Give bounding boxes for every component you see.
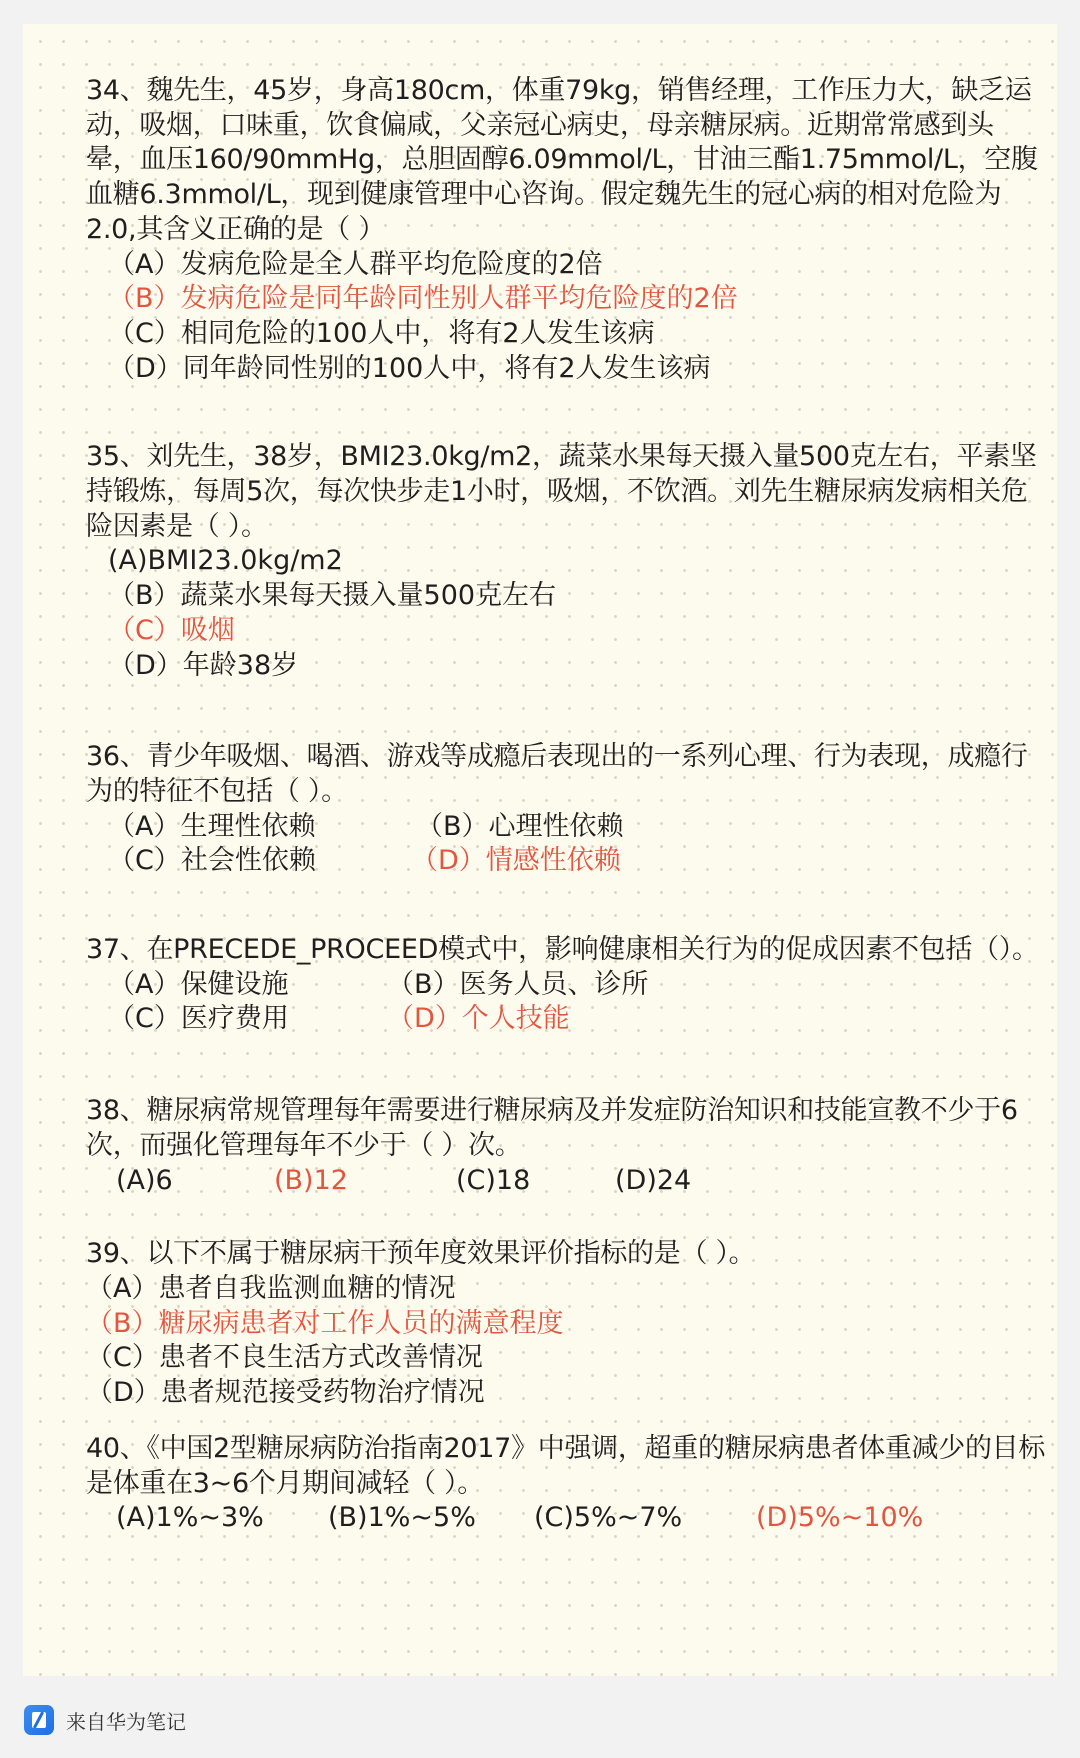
option-d-answer: （D）个人技能 xyxy=(387,1003,570,1035)
option-a: (A)1%~3% xyxy=(116,1502,264,1534)
option-d: （D）年龄38岁 xyxy=(108,649,299,681)
option-b-answer: (B)12 xyxy=(274,1164,348,1196)
option-a: (A)6 xyxy=(116,1164,173,1196)
option-d: （D）患者规范接受药物治疗情况 xyxy=(86,1377,485,1409)
source-footer xyxy=(24,1702,186,1738)
question-37 xyxy=(86,933,1046,1037)
question-38 xyxy=(86,1094,1046,1198)
option-b: （B）心理性依赖 xyxy=(416,810,624,842)
option-c: （C）相同危险的100人中，将有2人发生该病 xyxy=(108,317,655,349)
option-a: （A）保健设施 xyxy=(108,968,289,1000)
question-stem: 37、在PRECEDE_PROCEED模式中，影响健康相关行为的促成因素不包括（）。 xyxy=(86,934,1039,966)
question-stem: 39、以下不属于糖尿病干预年度效果评价指标的是（ ）。 xyxy=(86,1238,756,1270)
option-b-answer: （B）发病危险是同年龄同性别人群平均危险度的2倍 xyxy=(108,283,738,315)
option-c: （C）患者不良生活方式改善情况 xyxy=(86,1342,483,1374)
question-34 xyxy=(86,74,1046,386)
options-row-1 xyxy=(86,810,1046,845)
question-40 xyxy=(86,1432,1046,1536)
options-row-2 xyxy=(86,1002,1046,1037)
option-d-answer: (D)5%~10% xyxy=(756,1502,924,1534)
option-c: （C）社会性依赖 xyxy=(108,845,316,877)
options-row xyxy=(86,1501,1046,1536)
option-d: （D）同年龄同性别的100人中，将有2人发生该病 xyxy=(108,352,711,384)
option-c: （C）医疗费用 xyxy=(108,1003,289,1035)
options-row-1 xyxy=(86,968,1046,1003)
option-b: （B）医务人员、诊所 xyxy=(387,968,649,1000)
note-page xyxy=(23,24,1057,1676)
option-c-answer: （C）吸烟 xyxy=(108,614,235,646)
question-stem: 35、刘先生，38岁，BMI23.0kg/m2，蔬菜水果每天摄入量500克左右，平素坚持锻炼，每周5次，每次快步走1小时，吸烟，不饮酒。刘先生糖尿病发病相关危险因素是（ ）。 xyxy=(86,441,1037,542)
question-39 xyxy=(86,1237,1046,1411)
option-a: (A)BMI23.0kg/m2 xyxy=(108,545,343,577)
option-b: (B)1%~5% xyxy=(328,1502,476,1534)
option-b: （B）蔬菜水果每天摄入量500克左右 xyxy=(108,580,557,612)
question-stem: 34、魏先生，45岁，身高180cm，体重79kg，销售经理，工作压力大，缺乏运动，吸烟，口味重，饮食偏咸，父亲冠心病史，母亲糖尿病。近期常常感到头晕，血压160/90mmHg，总胆固醇6.09mmol/L，甘油三酯1.75mmol/L，空腹血糖6.3mmol/L，现到健康管理中心咨询。假定魏先生的冠心病的相对危险为2.0,其含义正确的是（ ） xyxy=(86,75,1038,245)
source-text: 来自华为笔记 xyxy=(66,1709,186,1734)
option-d: (D)24 xyxy=(615,1164,692,1196)
question-stem: 36、青少年吸烟、喝酒、游戏等成瘾后表现出的一系列心理、行为表现，成瘾行为的特征不包括（ ）。 xyxy=(86,741,1028,807)
option-c: (C)5%~7% xyxy=(534,1502,683,1534)
option-c: (C)18 xyxy=(456,1164,531,1196)
option-a: （A）发病危险是全人群平均危险度的2倍 xyxy=(108,248,603,280)
options-row xyxy=(86,1164,1046,1199)
question-stem: 40、《中国2型糖尿病防治指南2017》中强调，超重的糖尿病患者体重减少的目标是体重在3~6个月期间减轻（ ）。 xyxy=(86,1432,1046,1499)
options-row-2 xyxy=(86,844,1046,879)
huawei-notes-icon xyxy=(24,1705,54,1735)
option-b-answer: （B）糖尿病患者对工作人员的满意程度 xyxy=(86,1307,564,1339)
question-35 xyxy=(86,440,1046,683)
note-content xyxy=(86,74,1046,1536)
option-d-answer: （D）情感性依赖 xyxy=(411,845,621,877)
option-a: （A）患者自我监测血糖的情况 xyxy=(86,1272,456,1304)
question-36 xyxy=(86,740,1046,879)
option-a: （A）生理性依赖 xyxy=(108,810,316,842)
question-stem: 38、糖尿病常规管理每年需要进行糖尿病及并发症防治知识和技能宣教不少于6次，而强化管理每年不少于（ ）次。 xyxy=(86,1095,1018,1161)
